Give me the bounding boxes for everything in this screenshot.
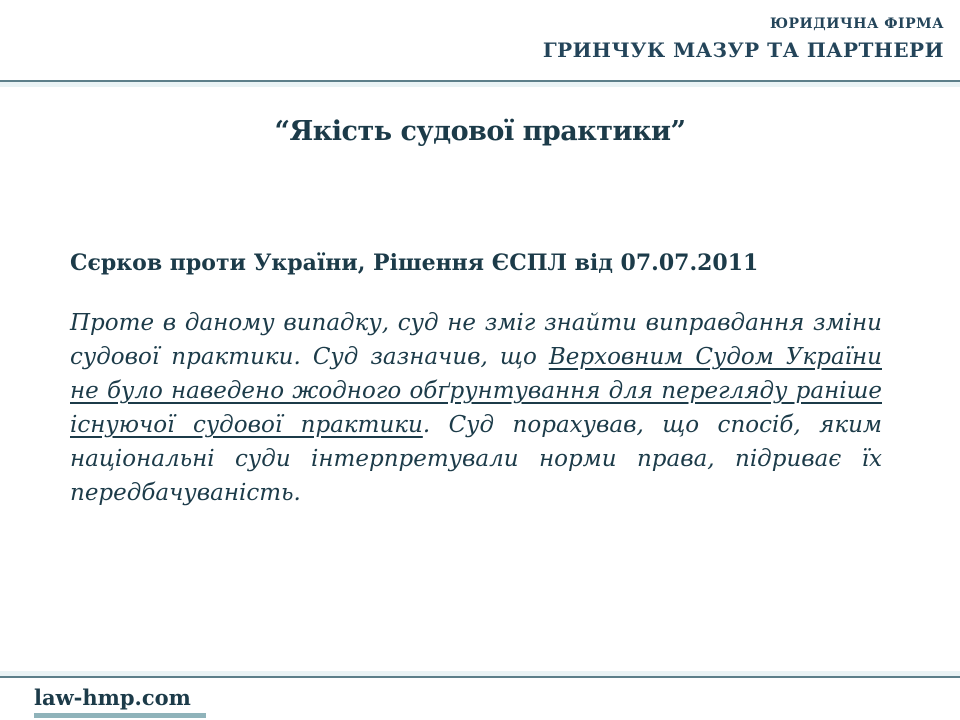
body-text-before: Проте в даному випадку, суд не зміг знайти виправдання зміни судової практики. Суд зазначив, що: [70, 310, 882, 370]
firm-name-label: ГРИНЧУК МАЗУР ТА ПАРТНЕРИ: [542, 38, 944, 62]
body-paragraph: [70, 306, 882, 510]
body-text-underlined: Верховним Судом України не було наведено жодного обґрунтування для перегляду раніше існуючої судової практики: [70, 344, 882, 438]
header-divider-tint: [0, 82, 960, 87]
law-firm-header: [543, 14, 944, 64]
footer-accent-strip: [34, 713, 206, 718]
slide-title: “Якість судової практики”: [274, 116, 686, 147]
body-text-after: . Суд порахував, що спосіб, яким національні суди інтерпретували норми права, підриває їх передбачуваність.: [70, 412, 882, 506]
case-heading: Сєрков проти України, Рішення ЄСПЛ від 07.07.2011: [70, 250, 759, 276]
website-label: law-hmp.com: [34, 685, 191, 710]
footer-divider-line: [0, 676, 960, 678]
firm-type-label: ЮРИДИЧНА ФІРМА: [770, 16, 944, 32]
